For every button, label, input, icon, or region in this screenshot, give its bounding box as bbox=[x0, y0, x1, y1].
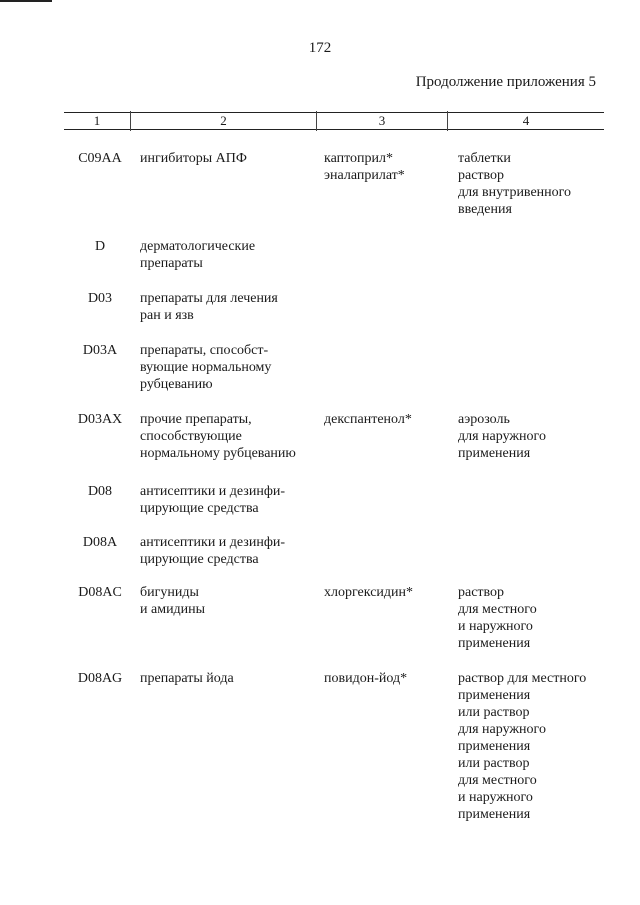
group-name-line: прочие препараты, bbox=[140, 412, 252, 427]
drug-name-cell bbox=[324, 411, 454, 428]
dosage-form-line: применения bbox=[458, 688, 531, 703]
dosage-form-line: и наружного bbox=[458, 790, 533, 805]
atc-code: D03AX bbox=[77, 412, 123, 427]
dosage-form-cell bbox=[458, 670, 608, 823]
dosage-form-line: и наружного bbox=[458, 619, 533, 634]
group-name-line: бигуниды bbox=[140, 585, 199, 600]
group-name-line: препараты bbox=[140, 256, 203, 271]
drug-name-line: эналаприлат* bbox=[324, 168, 405, 183]
group-name-cell bbox=[140, 150, 320, 167]
atc-code: D08 bbox=[87, 484, 113, 499]
dosage-form-line: для внутривенного bbox=[458, 185, 572, 200]
group-name-line: и амидины bbox=[140, 602, 206, 617]
group-name-cell bbox=[140, 238, 320, 272]
appendix-title: Продолжение приложения 5 bbox=[415, 74, 596, 90]
group-name-line: дерматологические bbox=[140, 239, 256, 254]
atc-code: D08AC bbox=[78, 585, 122, 600]
dosage-form-line: раствор bbox=[458, 168, 505, 183]
group-name-line: антисептики и дезинфи- bbox=[140, 484, 286, 499]
atc-code: D03 bbox=[87, 291, 113, 306]
group-name-line: нормальному рубцеванию bbox=[140, 446, 296, 461]
dosage-form-line: применения bbox=[458, 739, 531, 754]
group-name-cell bbox=[140, 411, 320, 462]
group-name-line: цирующие средства bbox=[140, 552, 259, 567]
dosage-form-cell bbox=[458, 584, 608, 652]
drug-name-line: хлоргексидин* bbox=[324, 585, 414, 600]
dosage-form-line: раствор bbox=[458, 585, 505, 600]
group-name-cell bbox=[140, 584, 320, 618]
group-name-line: рубцеванию bbox=[140, 377, 213, 392]
column-header-4: 4 bbox=[522, 113, 530, 128]
page-number: 172 bbox=[308, 40, 332, 56]
dosage-form-line: применения bbox=[458, 636, 531, 651]
group-name-cell bbox=[140, 290, 320, 324]
dosage-form-line: для наружного bbox=[458, 722, 546, 737]
drug-name-cell bbox=[324, 150, 454, 184]
atc-code: D08AG bbox=[77, 671, 123, 686]
atc-code: C09AA bbox=[78, 151, 122, 166]
atc-code: D08A bbox=[82, 535, 118, 550]
group-name-line: ран и язв bbox=[140, 308, 194, 323]
dosage-form-line: введения bbox=[458, 202, 512, 217]
dosage-form-line: применения bbox=[458, 807, 531, 822]
column-header-row bbox=[64, 112, 604, 130]
dosage-form-line: или раствор bbox=[458, 705, 530, 720]
drug-name-line: каптоприл* bbox=[324, 151, 394, 166]
column-header-2: 2 bbox=[220, 113, 227, 128]
group-name-line: вующие нормальному bbox=[140, 360, 272, 375]
dosage-form-line: применения bbox=[458, 446, 531, 461]
drug-name-cell bbox=[324, 670, 454, 687]
column-header-3: 3 bbox=[378, 113, 386, 128]
dosage-form-line: для местного bbox=[458, 602, 537, 617]
dosage-form-line: раствор для местного bbox=[458, 671, 587, 686]
group-name-line: антисептики и дезинфи- bbox=[140, 535, 286, 550]
dosage-form-line: таблетки bbox=[458, 151, 511, 166]
group-name-line: препараты для лечения bbox=[140, 291, 278, 306]
drug-name-cell bbox=[324, 584, 454, 601]
dosage-form-line: для наружного bbox=[458, 429, 546, 444]
atc-code: D03A bbox=[82, 343, 118, 358]
group-name-cell bbox=[140, 534, 320, 568]
dosage-form-line: для местного bbox=[458, 773, 537, 788]
dosage-form-line: или раствор bbox=[458, 756, 530, 771]
group-name-cell bbox=[140, 342, 320, 393]
group-name-line: способствующие bbox=[140, 429, 242, 444]
dosage-form-cell bbox=[458, 411, 608, 462]
group-name-line: препараты, способст- bbox=[140, 343, 269, 358]
scan-edge-mark bbox=[0, 0, 52, 2]
drug-name-line: декспантенол* bbox=[324, 412, 412, 427]
atc-code: D bbox=[94, 239, 106, 254]
group-name-line: ингибиторы АПФ bbox=[140, 151, 247, 166]
group-name-line: цирующие средства bbox=[140, 501, 259, 516]
drug-name-line: повидон-йод* bbox=[324, 671, 408, 686]
group-name-cell bbox=[140, 483, 320, 517]
column-header-1: 1 bbox=[93, 113, 101, 128]
dosage-form-cell bbox=[458, 150, 608, 218]
group-name-line: препараты йода bbox=[140, 671, 234, 686]
dosage-form-line: аэрозоль bbox=[458, 412, 510, 427]
group-name-cell bbox=[140, 670, 320, 687]
